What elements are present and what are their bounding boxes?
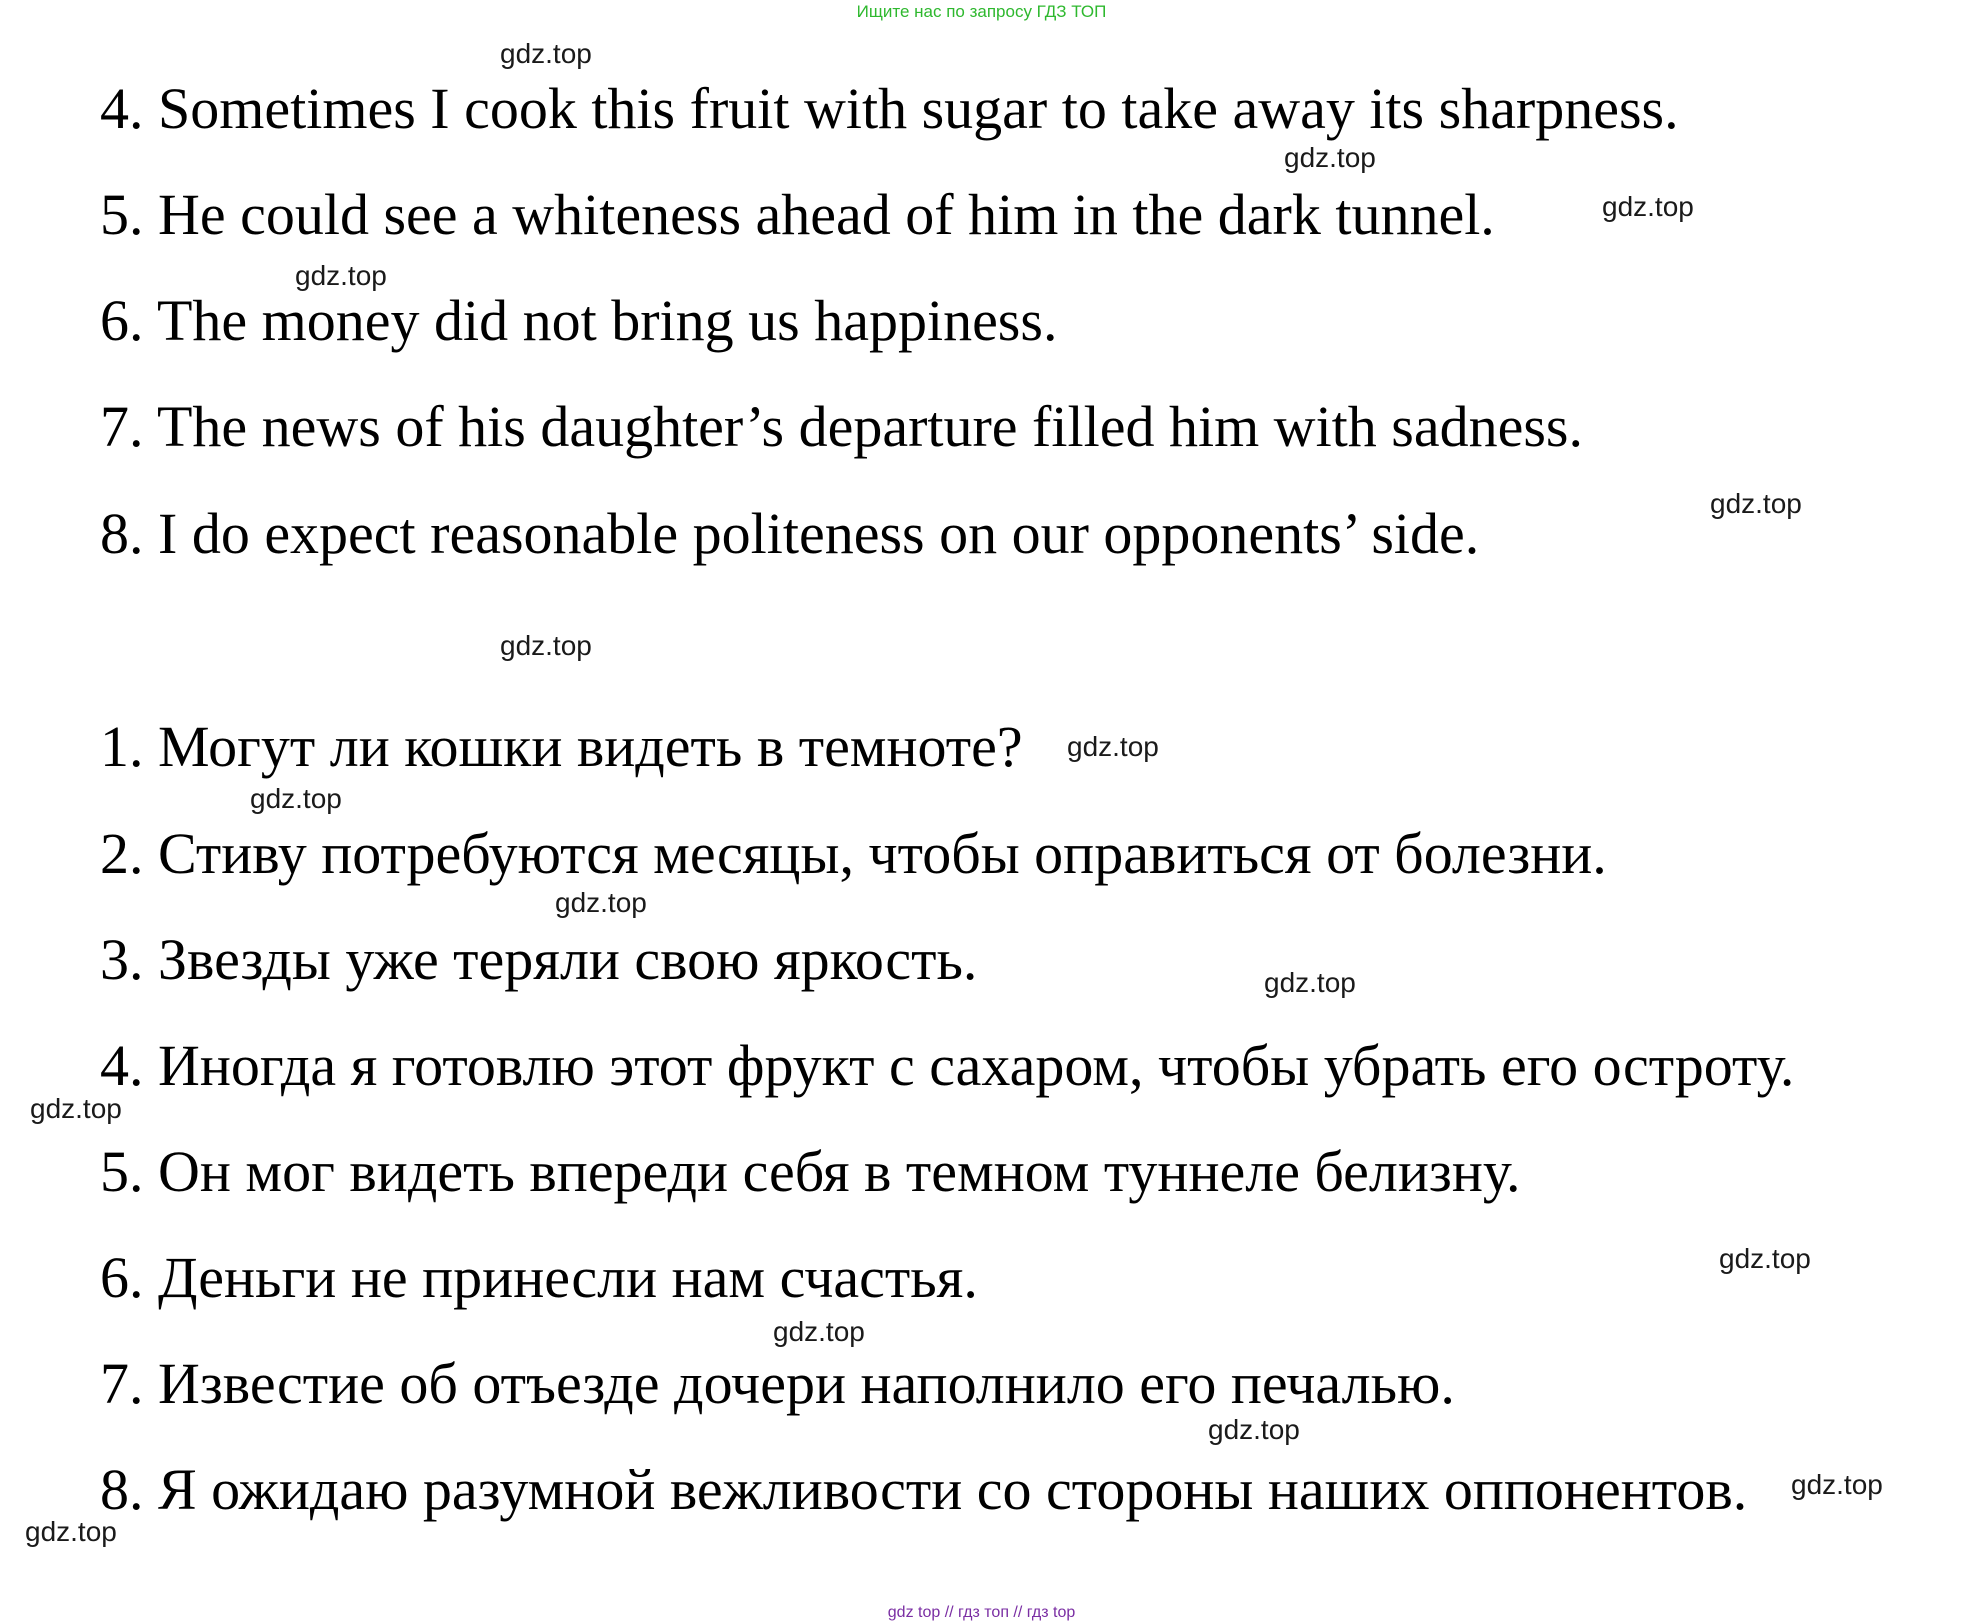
russian-line-7: 7. Известие об отъезде дочери наполнило его печалью. [100,1351,1455,1416]
watermark: gdz.top [25,1516,117,1547]
watermark: gdz.top [1067,731,1159,762]
watermark: gdz.top [1791,1469,1883,1500]
watermark: gdz.top [1284,142,1376,173]
russian-line-3: 3. Звезды уже теряли свою яркость. [100,927,978,992]
russian-line-2: 2. Стиву потребуются месяцы, чтобы оправиться от болезни. [100,821,1607,886]
english-line-4: 4. Sometimes I cook this fruit with sugar to take away its sharpness. [100,76,1679,141]
english-line-5: 5. He could see a whiteness ahead of him in the dark tunnel. [100,182,1495,247]
watermark: gdz.top [773,1316,865,1347]
english-line-6: 6. The money did not bring us happiness. [100,288,1058,353]
watermark: gdz.top [295,260,387,291]
footer-links: gdz top // гдз топ // гдз top [887,1604,1076,1621]
watermark: gdz.top [1208,1414,1300,1445]
russian-line-4: 4. Иногда я готовлю этот фрукт с сахаром, чтобы убрать его остроту. [100,1033,1795,1098]
russian-line-8: 8. Я ожидаю разумной вежливости со стороны наших оппонентов. [100,1457,1748,1522]
watermark: gdz.top [1264,967,1356,998]
russian-line-6: 6. Деньги не принесли нам счастья. [100,1245,978,1310]
watermark: gdz.top [1719,1243,1811,1274]
watermark: gdz.top [500,38,592,69]
russian-line-5: 5. Он мог видеть впереди себя в темном туннеле белизну. [100,1139,1521,1204]
english-line-7: 7. The news of his daughter’s departure filled him with sadness. [100,394,1583,459]
watermark: gdz.top [555,887,647,918]
russian-line-1: 1. Могут ли кошки видеть в темноте? [100,714,1023,779]
watermark: gdz.top [500,630,592,661]
english-line-8: 8. I do expect reasonable politeness on our opponents’ side. [100,501,1480,566]
watermark: gdz.top [1710,488,1802,519]
top-banner: Ищите нас по запросу ГДЗ ТОП [856,2,1107,21]
watermark: gdz.top [30,1093,122,1124]
watermark: gdz.top [250,783,342,814]
watermark: gdz.top [1602,191,1694,222]
